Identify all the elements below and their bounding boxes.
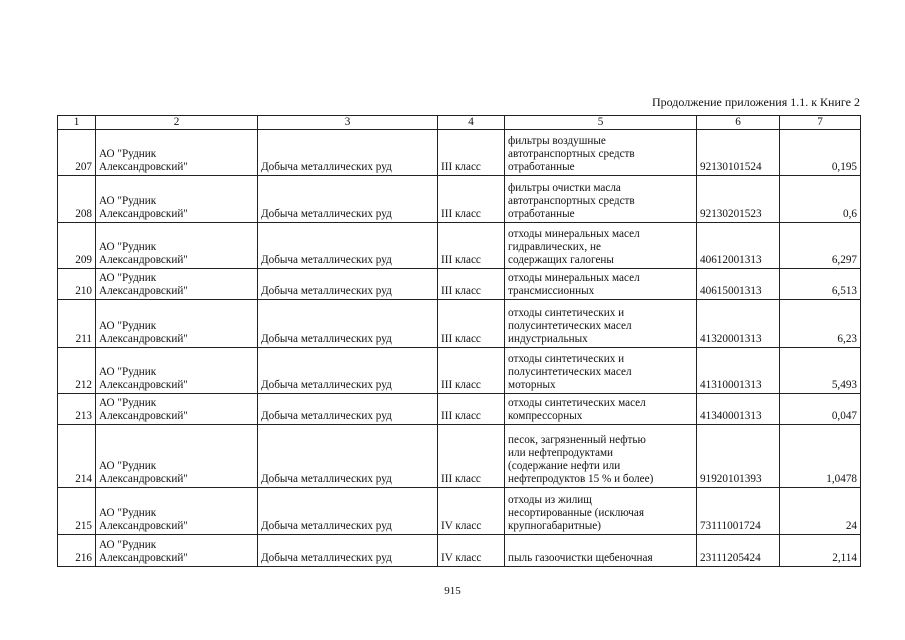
- hazard-class-cell: III класс: [438, 300, 505, 348]
- waste-name-cell: отходы синтетических и полусинтетических масел моторных: [505, 348, 697, 394]
- activity-cell: Добыча металлических руд: [258, 223, 438, 269]
- waste-table: [57, 115, 861, 567]
- activity-cell: Добыча металлических руд: [258, 394, 438, 425]
- header-row: [58, 116, 861, 130]
- table-row: [58, 394, 861, 425]
- amount-cell: 6,513: [780, 269, 861, 300]
- table-row: [58, 269, 861, 300]
- table-row: [58, 488, 861, 535]
- waste-name-cell: отходы синтетических и полусинтетических масел индустриальных: [505, 300, 697, 348]
- table-row: [58, 535, 861, 567]
- row-number: 207: [58, 130, 96, 176]
- fkko-code-cell: 40615001313: [697, 269, 780, 300]
- page-number: 915: [444, 585, 461, 597]
- amount-cell: 0,195: [780, 130, 861, 176]
- waste-name-cell: фильтры очистки масла автотранспортных средств отработанные: [505, 176, 697, 223]
- activity-cell: Добыча металлических руд: [258, 300, 438, 348]
- row-number: 215: [58, 488, 96, 535]
- company-cell: АО "Рудник Александровский": [96, 348, 258, 394]
- header-cell: 6: [697, 116, 780, 130]
- amount-cell: 0,047: [780, 394, 861, 425]
- waste-name-cell: фильтры воздушные автотранспортных средств отработанные: [505, 130, 697, 176]
- activity-cell: Добыча металлических руд: [258, 176, 438, 223]
- waste-name-cell: песок, загрязненный нефтью или нефтепродуктами (содержание нефти или нефтепродуктов 15 % и более): [505, 425, 697, 488]
- table-row: [58, 223, 861, 269]
- waste-name-cell: отходы минеральных масел гидравлических, не содержащих галогены: [505, 223, 697, 269]
- hazard-class-cell: III класс: [438, 394, 505, 425]
- activity-cell: Добыча металлических руд: [258, 130, 438, 176]
- hazard-class-cell: III класс: [438, 130, 505, 176]
- activity-cell: Добыча металлических руд: [258, 269, 438, 300]
- fkko-code-cell: 92130201523: [697, 176, 780, 223]
- row-number: 210: [58, 269, 96, 300]
- row-number: 212: [58, 348, 96, 394]
- row-number: 213: [58, 394, 96, 425]
- hazard-class-cell: IV класс: [438, 488, 505, 535]
- fkko-code-cell: 40612001313: [697, 223, 780, 269]
- fkko-code-cell: 41340001313: [697, 394, 780, 425]
- company-cell: АО "Рудник Александровский": [96, 300, 258, 348]
- table-row: [58, 348, 861, 394]
- amount-cell: 5,493: [780, 348, 861, 394]
- amount-cell: 0,6: [780, 176, 861, 223]
- row-number: 214: [58, 425, 96, 488]
- table-row: [58, 130, 861, 176]
- hazard-class-cell: IV класс: [438, 535, 505, 567]
- amount-cell: 2,114: [780, 535, 861, 567]
- table-row: [58, 425, 861, 488]
- company-cell: АО "Рудник Александровский": [96, 488, 258, 535]
- amount-cell: 6,297: [780, 223, 861, 269]
- company-cell: АО "Рудник Александровский": [96, 535, 258, 567]
- hazard-class-cell: III класс: [438, 176, 505, 223]
- activity-cell: Добыча металлических руд: [258, 488, 438, 535]
- company-cell: АО "Рудник Александровский": [96, 176, 258, 223]
- waste-name-cell: отходы синтетических масел компрессорных: [505, 394, 697, 425]
- fkko-code-cell: 73111001724: [697, 488, 780, 535]
- amount-cell: 6,23: [780, 300, 861, 348]
- activity-cell: Добыча металлических руд: [258, 348, 438, 394]
- header-cell: 5: [505, 116, 697, 130]
- header-cell: 7: [780, 116, 861, 130]
- header-cell: 1: [58, 116, 96, 130]
- waste-name-cell: отходы минеральных масел трансмиссионных: [505, 269, 697, 300]
- company-cell: АО "Рудник Александровский": [96, 130, 258, 176]
- fkko-code-cell: 92130101524: [697, 130, 780, 176]
- continuation-caption: Продолжение приложения 1.1. к Книге 2: [651, 95, 860, 109]
- row-number: 216: [58, 535, 96, 567]
- company-cell: АО "Рудник Александровский": [96, 394, 258, 425]
- fkko-code-cell: 41310001313: [697, 348, 780, 394]
- company-cell: АО "Рудник Александровский": [96, 425, 258, 488]
- header-cell: 4: [438, 116, 505, 130]
- header-cell: 2: [96, 116, 258, 130]
- fkko-code-cell: 91920101393: [697, 425, 780, 488]
- hazard-class-cell: III класс: [438, 425, 505, 488]
- waste-name-cell: пыль газоочистки щебеночная: [505, 535, 697, 567]
- row-number: 208: [58, 176, 96, 223]
- amount-cell: 24: [780, 488, 861, 535]
- activity-cell: Добыча металлических руд: [258, 425, 438, 488]
- company-cell: АО "Рудник Александровский": [96, 269, 258, 300]
- activity-cell: Добыча металлических руд: [258, 535, 438, 567]
- row-number: 209: [58, 223, 96, 269]
- amount-cell: 1,0478: [780, 425, 861, 488]
- hazard-class-cell: III класс: [438, 348, 505, 394]
- waste-name-cell: отходы из жилищ несортированные (исключая крупногабаритные): [505, 488, 697, 535]
- fkko-code-cell: 23111205424: [697, 535, 780, 567]
- table-row: [58, 300, 861, 348]
- hazard-class-cell: III класс: [438, 269, 505, 300]
- table-row: [58, 176, 861, 223]
- fkko-code-cell: 41320001313: [697, 300, 780, 348]
- company-cell: АО "Рудник Александровский": [96, 223, 258, 269]
- row-number: 211: [58, 300, 96, 348]
- header-cell: 3: [258, 116, 438, 130]
- hazard-class-cell: III класс: [438, 223, 505, 269]
